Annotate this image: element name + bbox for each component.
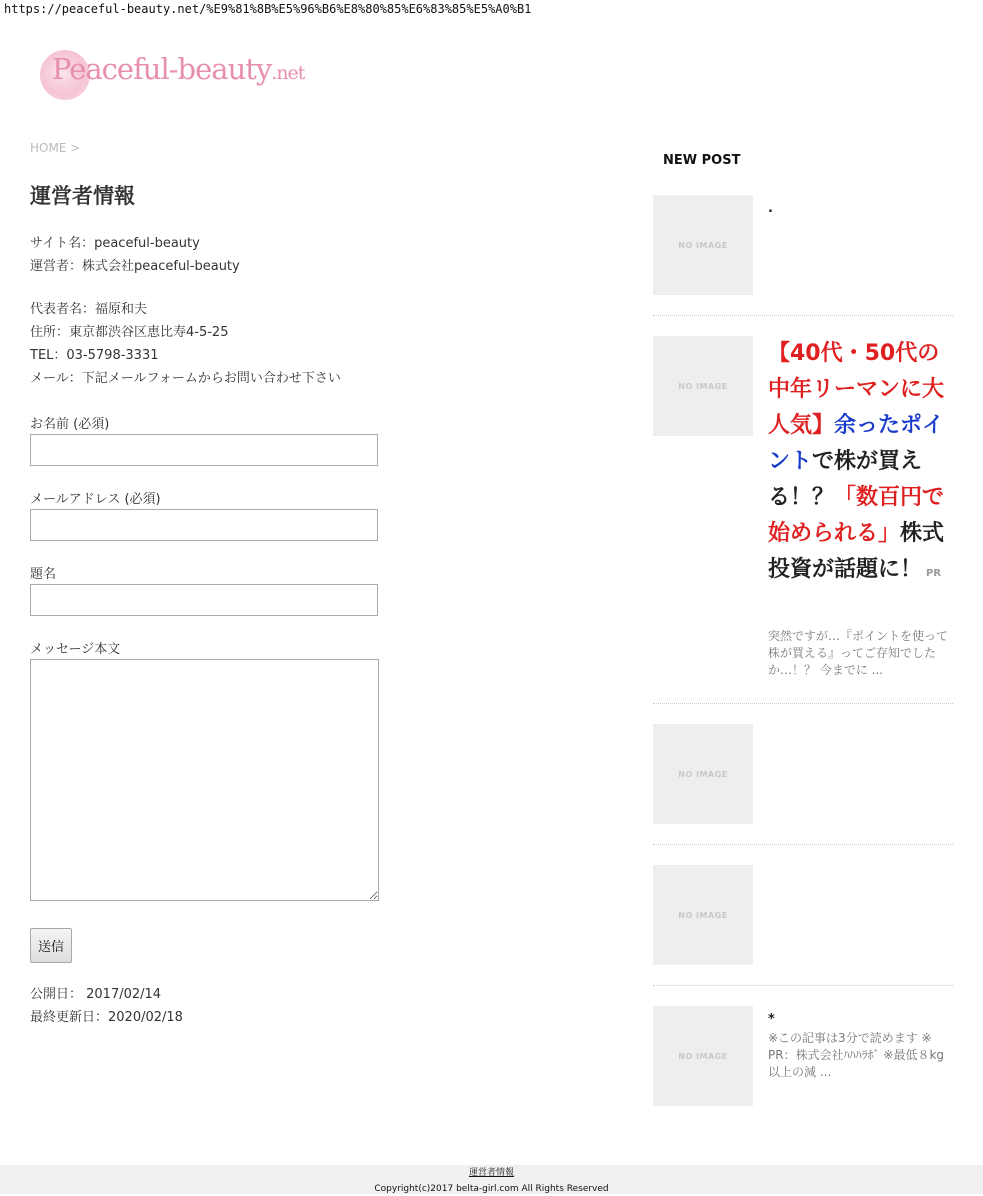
- contact-info-block: [30, 298, 341, 390]
- breadcrumb-separator: >: [70, 141, 81, 155]
- no-image-label: NO IMAGE: [678, 910, 728, 920]
- pr-title-part: 余ったポイント: [768, 413, 945, 474]
- pr-title-part: で株が買える！？: [768, 449, 923, 510]
- url-bar[interactable]: https://peaceful-beauty.net/%E9%81%8B%E5%96%B6%E8%80%85%E6%83%85%E5%A0%B1: [4, 2, 532, 16]
- post-divider: [653, 844, 953, 845]
- name-field[interactable]: [30, 434, 378, 466]
- no-image-label: NO IMAGE: [678, 1051, 728, 1061]
- pr-title-part: 株式投資が話題に！: [768, 521, 945, 582]
- breadcrumb-home-link[interactable]: HOME: [30, 141, 67, 155]
- address-line: 住所：東京都渋谷区恵比寿4-5-25: [30, 325, 229, 340]
- post-thumbnail[interactable]: [653, 865, 753, 965]
- pr-title-part: 【40代・50代の中年リーマンに大人気】: [768, 341, 945, 438]
- post-thumbnail[interactable]: [653, 336, 753, 436]
- breadcrumb: [30, 141, 80, 155]
- tel-line: TEL：03-5798-3331: [30, 348, 159, 363]
- footer-copyright: Copyright(c)2017 belta-girl.com All Rights Reserved: [374, 1184, 609, 1194]
- mail-line: メール：下記メールフォームからお問い合わせ下さい: [30, 371, 341, 386]
- sidebar-heading: NEW POST: [663, 153, 741, 168]
- email-field[interactable]: [30, 509, 378, 541]
- sidebar-post-1[interactable]: [653, 195, 953, 295]
- subject-field[interactable]: [30, 584, 378, 616]
- footer: [0, 1165, 983, 1194]
- post-excerpt: ※この記事は3分で読めます ※ PR：株式会社ﾊﾊﾊﾗﾎﾞ ※最低８kg以上の減 ...: [768, 1031, 948, 1079]
- post-thumbnail[interactable]: [653, 195, 753, 295]
- logo-main-text: Peaceful-beauty: [52, 52, 272, 86]
- post-title[interactable]: *: [768, 1012, 775, 1027]
- message-field-label: メッセージ本文: [30, 642, 121, 657]
- message-textarea[interactable]: [30, 659, 379, 901]
- sidebar-post-4[interactable]: [653, 865, 953, 965]
- post-excerpt: 突然ですが…『ポイントを使って株が買える』ってご存知でしたか…！？ 今までに ...: [768, 629, 949, 677]
- published-date: 公開日： 2017/02/14: [30, 987, 162, 1002]
- submit-button[interactable]: 送信: [30, 928, 72, 963]
- post-thumbnail[interactable]: [653, 1006, 753, 1106]
- pr-title-part: 「数百円で始められる」: [768, 485, 945, 546]
- site-name-line: サイト名：peaceful-beauty: [30, 236, 200, 251]
- post-dates: [30, 983, 183, 1029]
- sidebar-post-2[interactable]: [653, 336, 953, 686]
- no-image-label: NO IMAGE: [678, 381, 728, 391]
- site-info-block: [30, 232, 240, 278]
- name-field-label: お名前 (必須): [30, 417, 110, 432]
- no-image-label: NO IMAGE: [678, 240, 728, 250]
- representative-line: 代表者名：福原和夫: [30, 302, 148, 317]
- email-field-label: メールアドレス (必須): [30, 492, 161, 507]
- pr-tag: PR: [926, 568, 942, 579]
- post-divider: [653, 315, 953, 316]
- logo-text: [52, 52, 304, 86]
- subject-field-label: 題名: [30, 567, 57, 582]
- updated-date: 最終更新日：2020/02/18: [30, 1010, 183, 1025]
- pr-post-title[interactable]: [768, 336, 948, 592]
- footer-operator-link[interactable]: 運営者情報: [468, 1168, 514, 1178]
- sidebar-post-3[interactable]: [653, 724, 953, 824]
- post-thumbnail[interactable]: [653, 724, 753, 824]
- post-divider: [653, 703, 953, 704]
- operator-line: 運営者：株式会社peaceful-beauty: [30, 259, 240, 274]
- post-title[interactable]: .: [768, 201, 773, 216]
- no-image-label: NO IMAGE: [678, 769, 728, 779]
- site-logo[interactable]: [38, 46, 305, 104]
- page-title: 運営者情報: [30, 184, 135, 208]
- logo-suffix-text: .net: [271, 62, 305, 84]
- sidebar-post-5[interactable]: [653, 1006, 953, 1106]
- post-divider: [653, 985, 953, 986]
